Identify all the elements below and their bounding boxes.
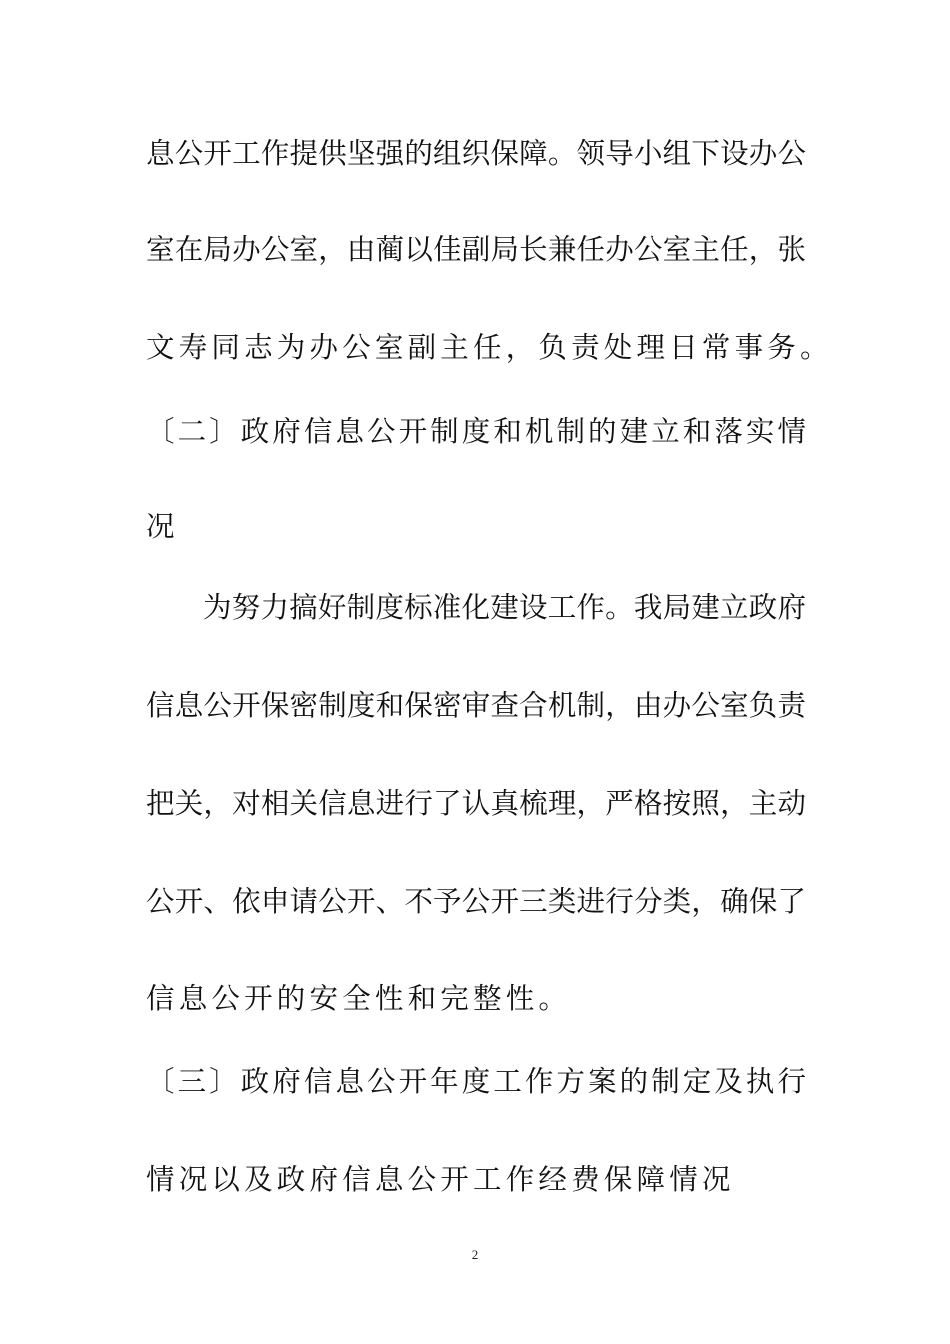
body-text-line: 信息公开保密制度和保密审查合机制，由办公室负责: [146, 689, 806, 722]
section-heading-line: 〔二〕政府信息公开制度和机制的建立和落实情: [146, 415, 806, 448]
page-number: 2: [471, 1247, 479, 1262]
body-text-line: 为努力搞好制度标准化建设工作。我局建立政府: [203, 591, 806, 624]
body-text-line: 文寿同志为办公室副主任，负责处理日常事务。: [146, 331, 833, 364]
section-heading-line: 况: [146, 510, 179, 543]
section-heading-line: 情况以及政府信息公开工作经费保障情况: [146, 1163, 735, 1196]
body-text-line: 室在局办公室，由蔺以佳副局长兼任办公室主任，张: [146, 233, 806, 266]
body-text-line: 息公开工作提供坚强的组织保障。领导小组下设办公: [146, 137, 806, 170]
body-text-line: 信息公开的安全性和完整性。: [146, 982, 572, 1015]
section-heading-line: 〔三〕政府信息公开年度工作方案的制定及执行: [146, 1065, 806, 1098]
body-text-line: 公开、依申请公开、不予公开三类进行分类，确保了: [146, 885, 806, 918]
body-text-line: 把关，对相关信息进行了认真梳理，严格按照，主动: [146, 787, 806, 820]
